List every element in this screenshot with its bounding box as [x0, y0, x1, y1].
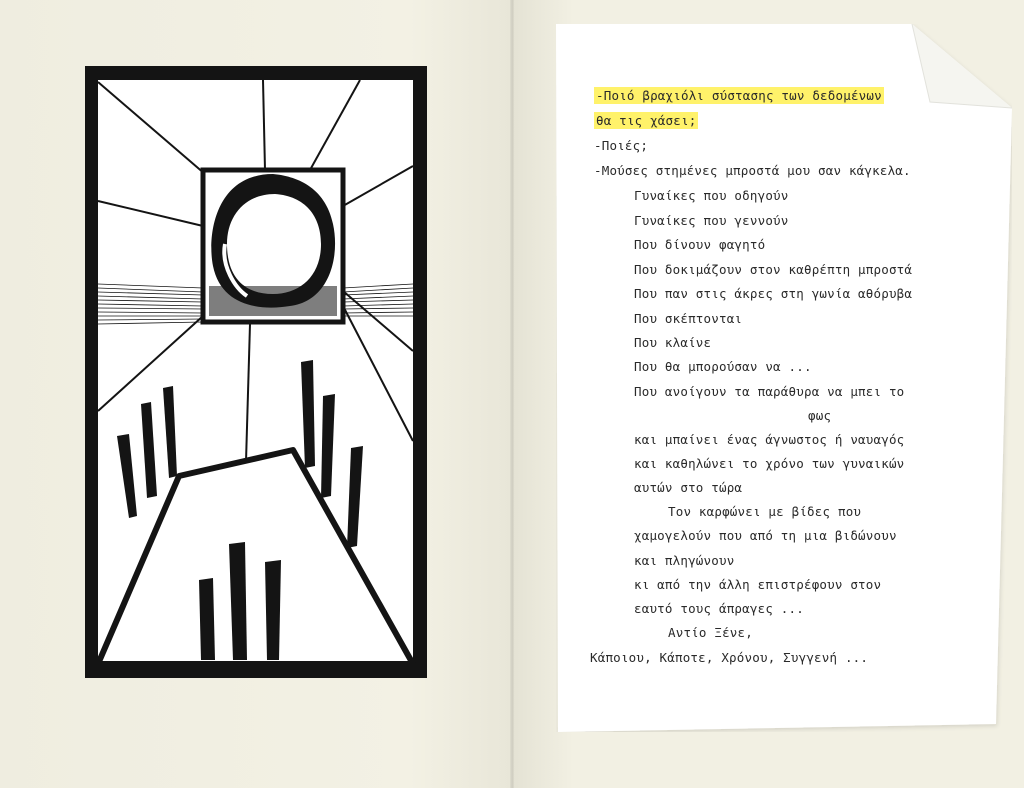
poem-line-18: Τον καρφώνει με βίδες που [668, 504, 862, 519]
poem-line-5: Γυναίκες που οδηγούν [634, 188, 789, 203]
book-gutter [510, 0, 514, 788]
poem-line-21: κι από την άλλη επιστρέφουν στον [634, 577, 882, 592]
poem-line-3: -Ποιές; [594, 138, 649, 153]
poem-text [556, 24, 1012, 732]
poem-line-19: χαμογελούν που από τη μια βιδώνουν [634, 528, 897, 543]
typed-paper-sheet [556, 24, 1012, 732]
poem-line-13: Που ανοίγουν τα παράθυρα να μπει το [634, 384, 905, 399]
poem-line-16: και καθηλώνει το χρόνο των γυναικών [634, 456, 905, 471]
poem-line-12: Που θα μπορούσαν να ... [634, 359, 812, 374]
poem-line-20: και πληγώνουν [634, 553, 735, 568]
poem-line-22: εαυτό τους άπραγες ... [634, 601, 804, 616]
poem-line-17: αυτών στο τώρα [634, 480, 743, 495]
poem-line-4: -Μούσες στημένες μπροστά μου σαν κάγκελα. [594, 163, 911, 178]
poem-line-8: Που δοκιμάζουν στον καθρέπτη μπροστά [634, 262, 913, 277]
poem-line-15: και μπαίνει ένας άγνωστος ή ναυαγός [634, 432, 905, 447]
poem-line-14: φως [808, 408, 832, 423]
poem-line-10: Που σκέπτονται [634, 311, 743, 326]
poem-line-7: Που δίνουν φαγητό [634, 237, 766, 252]
poem-line-1: -Ποιό βραχιόλι σύστασης των δεδομένων [596, 88, 882, 103]
ink-illustration [85, 66, 427, 678]
poem-line-23: Αντίο Ξένε, [668, 625, 753, 640]
poem-line-9: Που παν στις άκρες στη γωνία αθόρυβα [634, 286, 913, 301]
poem-line-6: Γυναίκες που γεννούν [634, 213, 789, 228]
poem-line-11: Που κλαίνε [634, 335, 712, 350]
poem-line-2: θα τις χάσει; [596, 113, 697, 128]
poem-line-24: Κάποιου, Κάποτε, Χρόνου, Συγγενή ... [590, 650, 869, 665]
